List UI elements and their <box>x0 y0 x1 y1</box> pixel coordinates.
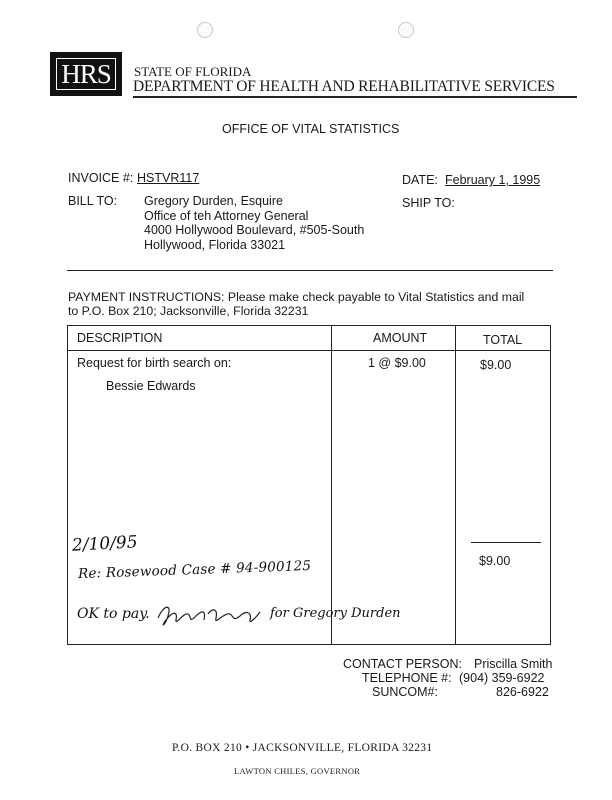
invoice-table <box>67 325 551 645</box>
row-amount: 1 @ $9.00 <box>368 356 426 370</box>
telephone-label: TELEPHONE #: <box>362 671 452 685</box>
header-amount: AMOUNT <box>373 331 428 345</box>
state-of-florida: STATE OF FLORIDA <box>134 64 252 79</box>
invoice-label: INVOICE #: <box>68 171 134 185</box>
header-description: DESCRIPTION <box>77 331 163 345</box>
punch-hole-left <box>197 22 213 38</box>
bill-to-line: Hollywood, Florida 33021 <box>144 237 286 252</box>
office-title: OFFICE OF VITAL STATISTICS <box>222 122 400 136</box>
handwritten-signature <box>154 598 264 632</box>
handwritten-for: for Gregory Durden <box>270 606 401 621</box>
subtotal-rule <box>471 542 541 543</box>
handwritten-ok: OK to pay. <box>77 606 150 622</box>
hrs-logo-text: HRS <box>56 58 116 90</box>
bill-to-line: Office of teh Attorney General <box>144 208 309 223</box>
suncom-number: 826-6922 <box>496 685 549 699</box>
col-divider-2 <box>455 326 456 644</box>
signature-stroke <box>158 607 260 625</box>
department-name: DEPARTMENT OF HEALTH AND REHABILITATIVE SERVICES <box>133 78 555 95</box>
bill-to-address <box>144 194 364 252</box>
contact-person-label: CONTACT PERSON: <box>343 657 462 671</box>
ship-to-label: SHIP TO: <box>402 196 455 210</box>
col-divider-1 <box>331 326 332 644</box>
handwritten-re: Re: Rosewood Case # 94-900125 <box>77 557 312 583</box>
payment-instructions-line2: to P.O. Box 210; Jacksonville, Florida 32231 <box>68 304 309 318</box>
divider-rule <box>67 270 553 271</box>
grand-total: $9.00 <box>479 554 511 568</box>
telephone-number: (904) 359-6922 <box>459 671 545 685</box>
footer-address: P.O. BOX 210 • JACKSONVILLE, FLORIDA 32231 <box>172 742 433 754</box>
footer-governor: LAWTON CHILES, GOVERNOR <box>234 766 361 776</box>
punch-hole-right <box>398 22 414 38</box>
header-rule <box>68 350 550 351</box>
bill-to-label: BILL TO: <box>68 194 118 208</box>
letterhead-rule <box>133 96 577 98</box>
suncom-label: SUNCOM#: <box>372 685 438 699</box>
invoice-number: HSTVR117 <box>137 171 200 185</box>
header-total: TOTAL <box>483 333 523 347</box>
payment-instructions-line1: PAYMENT INSTRUCTIONS: Please make check payable to Vital Statistics and mail <box>68 290 525 304</box>
contact-person: Priscilla Smith <box>474 657 553 671</box>
handwritten-date: 2/10/95 <box>71 532 139 556</box>
bill-to-line: 4000 Hollywood Boulevard, #505-South <box>144 223 365 237</box>
row-name: Bessie Edwards <box>106 379 196 393</box>
hrs-logo <box>50 52 122 96</box>
bill-to-line: Gregory Durden, Esquire <box>144 194 283 208</box>
date-value: February 1, 1995 <box>445 173 541 187</box>
row-total: $9.00 <box>480 358 512 372</box>
row-description: Request for birth search on: <box>77 356 232 370</box>
date-label: DATE: <box>402 173 438 187</box>
